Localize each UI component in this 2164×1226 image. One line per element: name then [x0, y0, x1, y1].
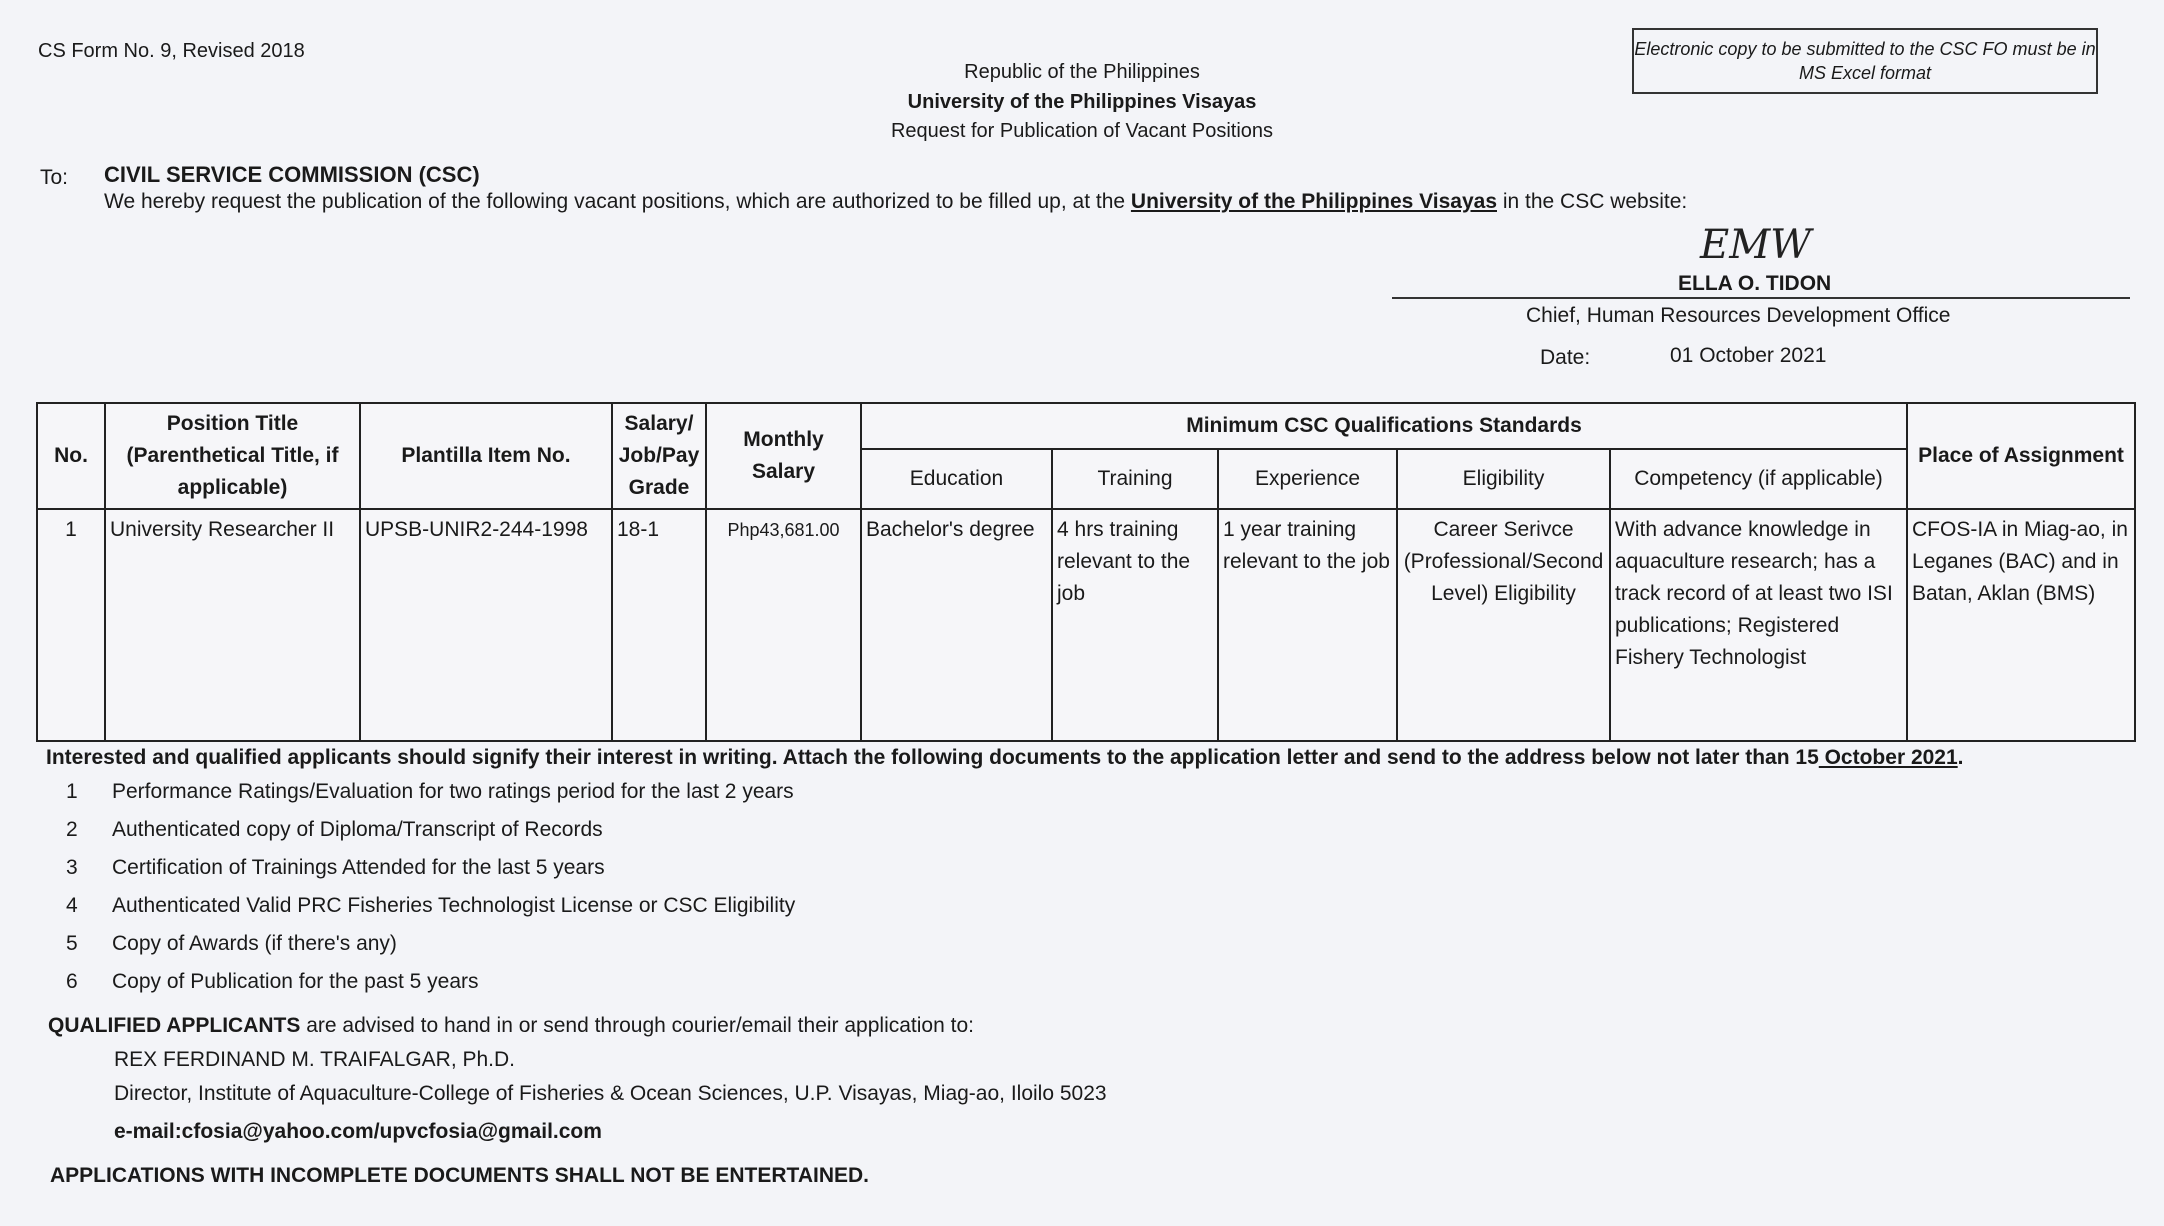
cell-plantilla: UPSB-UNIR2-244-1998: [360, 509, 612, 741]
list-item-number: 5: [66, 932, 78, 955]
list-item-text: Authenticated Valid PRC Fisheries Technologist License or CSC Eligibility: [112, 894, 796, 917]
form-number: CS Form No. 9, Revised 2018: [38, 40, 305, 62]
list-item-number: 4: [66, 894, 78, 917]
list-item-text: Copy of Awards (if there's any): [112, 932, 397, 955]
notice-text: Interested and qualified applicants should signify their interest in writing. Attach the following documents to the application letter and send to the address below not later than 15: [46, 746, 1819, 769]
cell-grade: 18-1: [612, 509, 706, 741]
application-notice: [46, 746, 1964, 770]
cell-monthly-salary: Php43,681.00: [706, 509, 861, 741]
required-documents-list: [66, 780, 795, 1008]
signature-mark: EMW: [1700, 222, 1812, 268]
list-item-text: Certification of Trainings Attended for the last 5 years: [112, 856, 605, 879]
request-agency: University of the Philippines Visayas: [1130, 190, 1497, 213]
header-university: University of the Philippines Visayas: [907, 91, 1257, 113]
col-header-no: No.: [37, 403, 105, 509]
qualified-applicants-statement: [48, 1014, 974, 1038]
cell-training: 4 hrs training relevant to the job: [1052, 509, 1218, 741]
notice-deadline: October 2021: [1818, 746, 1958, 769]
cell-no: 1: [37, 509, 105, 741]
vacant-positions-table: [36, 402, 2136, 742]
list-item: [66, 856, 795, 894]
list-item: [66, 894, 795, 932]
list-item-number: 6: [66, 970, 78, 993]
header-request-title: Request for Publication of Vacant Positions: [890, 120, 1274, 142]
col-header-education: Education: [861, 449, 1052, 509]
col-header-competency: Competency (if applicable): [1610, 449, 1907, 509]
addressee-name: CIVIL SERVICE COMMISSION (CSC): [104, 162, 480, 187]
cell-experience: 1 year training relevant to the job: [1218, 509, 1397, 741]
col-header-training: Training: [1052, 449, 1218, 509]
header-republic: Republic of the Philippines: [964, 61, 1200, 83]
cell-position-title: University Researcher II: [105, 509, 360, 741]
signature-line: [1392, 297, 2130, 299]
list-item: [66, 970, 795, 1008]
contact-name: REX FERDINAND M. TRAIFALGAR, Ph.D.: [114, 1048, 516, 1071]
list-item-text: Performance Ratings/Evaluation for two ratings period for the last 2 years: [112, 780, 794, 803]
col-header-eligibility: Eligibility: [1397, 449, 1610, 509]
list-item-text: Copy of Publication for the past 5 years: [112, 970, 479, 993]
contact-position: Director, Institute of Aquaculture-College of Fisheries & Ocean Sciences, U.P. Visayas, Miag-ao, Iloilo 5023: [114, 1082, 1107, 1105]
col-header-position-title: Position Title (Parenthetical Title, if applicable): [105, 403, 360, 509]
col-header-qualifications: Minimum CSC Qualifications Standards: [861, 403, 1907, 449]
list-item: [66, 818, 795, 856]
signatory-title: Chief, Human Resources Development Office: [1526, 304, 1951, 327]
cell-education: Bachelor's degree: [861, 509, 1052, 741]
to-label: To:: [40, 166, 69, 189]
excel-format-note: Electronic copy to be submitted to the CSC FO must be in MS Excel format: [1632, 28, 2098, 94]
cell-place: CFOS-IA in Miag-ao, in Leganes (BAC) and in Batan, Aklan (BMS): [1907, 509, 2135, 741]
list-item-number: 2: [66, 818, 78, 841]
list-item-number: 1: [66, 780, 78, 803]
col-header-place: Place of Assignment: [1907, 403, 2135, 509]
request-statement: [104, 190, 1687, 214]
notice-end: .: [1957, 746, 1964, 769]
col-header-experience: Experience: [1218, 449, 1397, 509]
list-item: [66, 932, 795, 970]
date-label: Date:: [1540, 346, 1591, 369]
request-text-post: in the CSC website:: [1497, 190, 1688, 213]
request-text-pre: We hereby request the publication of the following vacant positions, which are authorized to be filled up, at the: [104, 190, 1131, 213]
list-item: [66, 780, 795, 818]
qualified-applicants-rest: are advised to hand in or send through courier/email their application to:: [300, 1014, 974, 1037]
cell-eligibility: Career Serivce (Professional/Second Level) Eligibility: [1397, 509, 1610, 741]
signatory-name: ELLA O. TIDON: [1678, 272, 1832, 295]
contact-email: e-mail:cfosia@yahoo.com/upvcfosia@gmail.com: [114, 1120, 602, 1143]
col-header-monthly-salary: Monthly Salary: [706, 403, 861, 509]
list-item-text: Authenticated copy of Diploma/Transcript of Records: [112, 818, 603, 841]
col-header-plantilla: Plantilla Item No.: [360, 403, 612, 509]
incomplete-documents-warning: APPLICATIONS WITH INCOMPLETE DOCUMENTS SHALL NOT BE ENTERTAINED.: [50, 1164, 869, 1187]
qualified-applicants-lead: QUALIFIED APPLICANTS: [48, 1014, 301, 1037]
date-value: 01 October 2021: [1670, 344, 1827, 367]
cell-competency: With advance knowledge in aquaculture research; has a track record of at least two ISI publications; Registered Fishery Technologist: [1610, 509, 1907, 741]
list-item-number: 3: [66, 856, 78, 879]
col-header-grade: Salary/ Job/Pay Grade: [612, 403, 706, 509]
table-row: [37, 509, 2135, 741]
